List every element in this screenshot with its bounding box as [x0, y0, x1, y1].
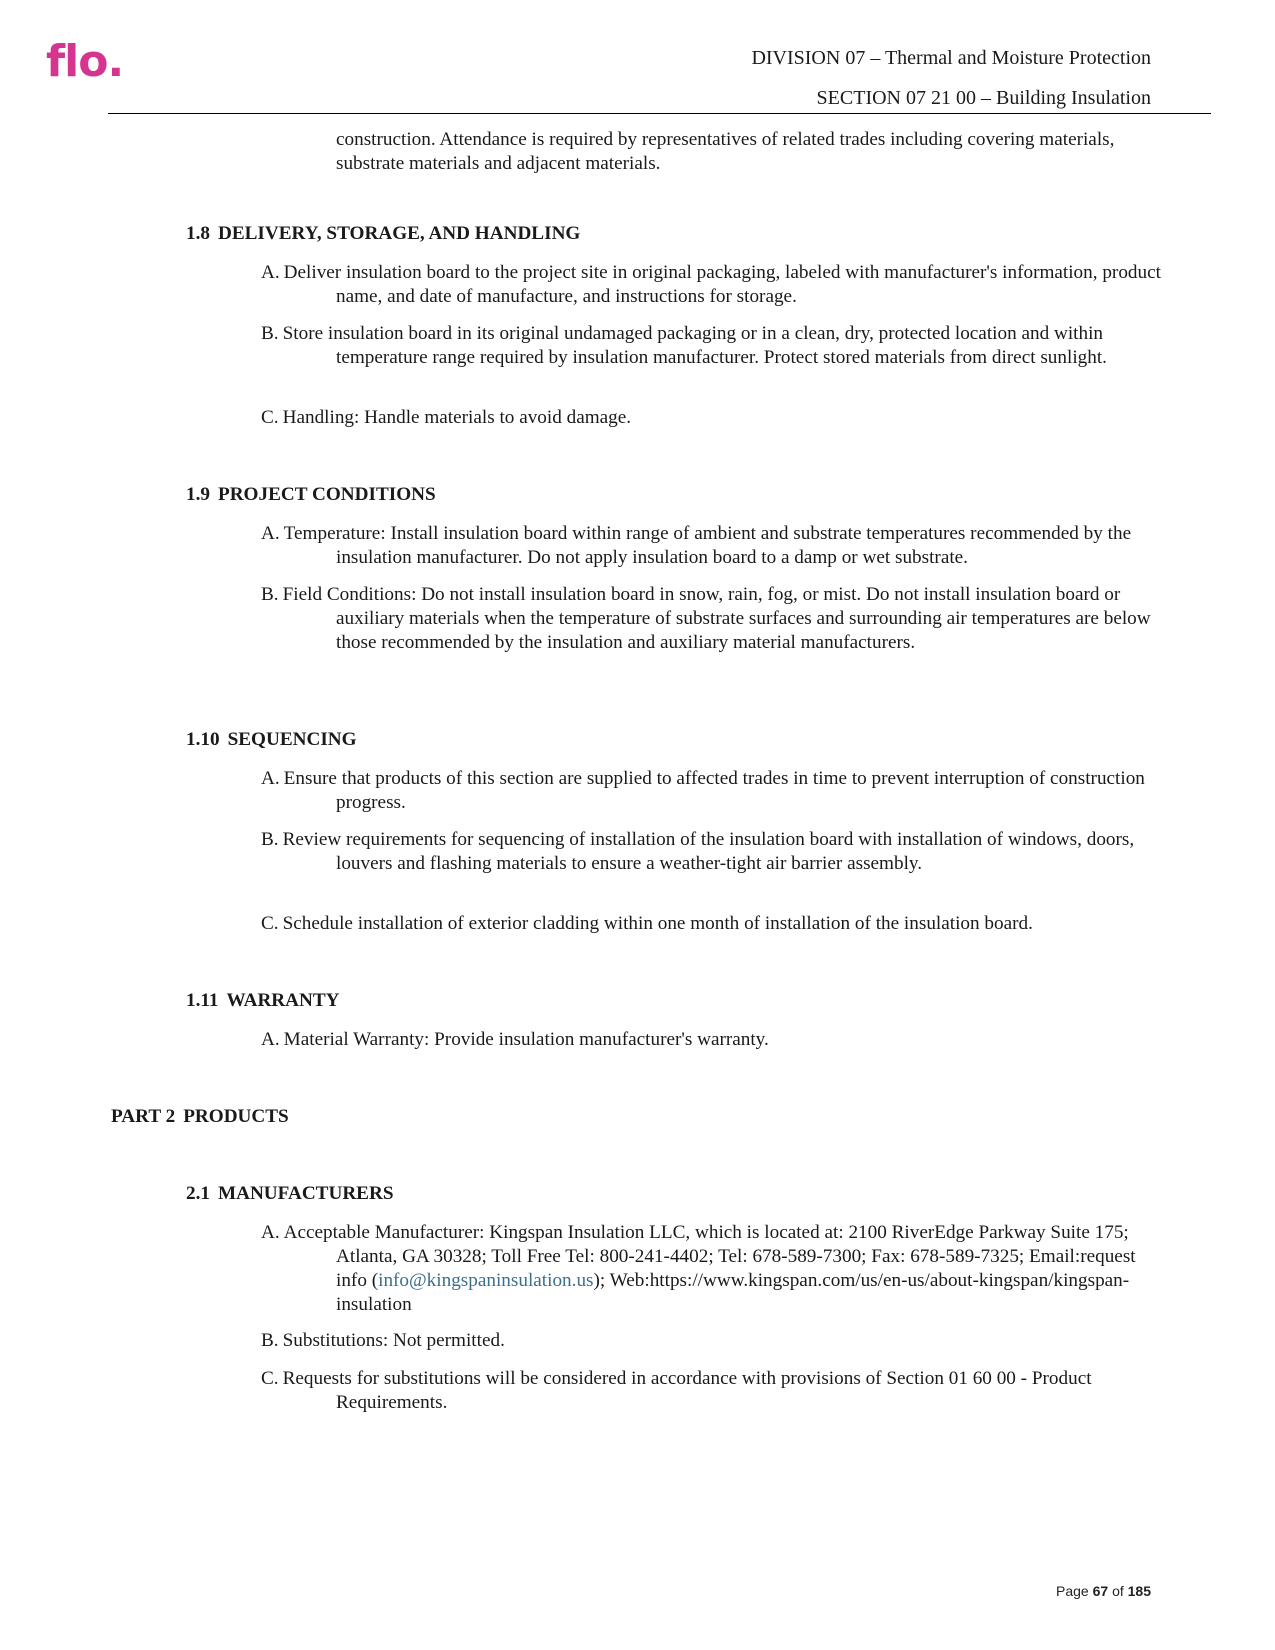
item-text: Review requirements for sequencing of installation of the insulation board with installation of windows, doors, louvers and flashing materials to ensure a weather-tight air barrier assembly.	[282, 829, 1135, 874]
heading-1-10	[186, 728, 357, 752]
list-item	[261, 322, 1166, 370]
heading-number: 1.10	[186, 729, 220, 750]
header-rule	[108, 113, 1211, 114]
heading-title: DELIVERY, STORAGE, AND HANDLING	[217, 223, 581, 244]
item-text: Temperature: Install insulation board within range of ambient and substrate temperatures recommended by the insulation manufacturer. Do not apply insulation board to a damp or wet substrate.	[283, 523, 1132, 568]
item-label: B.	[261, 1330, 279, 1351]
item-label: B.	[261, 584, 279, 605]
item-text: Deliver insulation board to the project site in original packaging, labeled with manufacturer's information, product name, and date of manufacture, and instructions for storage.	[283, 262, 1161, 307]
item-text: Schedule installation of exterior cladding within one month of installation of the insulation board.	[282, 913, 1033, 934]
item-text: Ensure that products of this section are supplied to affected trades in time to prevent interruption of construction progress.	[283, 768, 1145, 813]
list-item	[261, 522, 1166, 570]
division-title: DIVISION 07 – Thermal and Moisture Protection	[751, 47, 1151, 69]
item-label: A.	[261, 262, 280, 283]
heading-1-9	[186, 483, 436, 507]
item-label: A.	[261, 523, 280, 544]
item-label: C.	[261, 1368, 279, 1389]
heading-title: PRODUCTS	[183, 1106, 289, 1127]
section-title: SECTION 07 21 00 – Building Insulation	[816, 87, 1151, 109]
heading-number: PART 2	[111, 1106, 176, 1127]
heading-title: PROJECT CONDITIONS	[217, 484, 436, 505]
heading-number: 1.8	[186, 223, 210, 244]
list-item	[261, 1221, 1166, 1317]
list-item	[261, 1367, 1166, 1415]
total-pages: 185	[1127, 1583, 1151, 1599]
item-text: Requests for substitutions will be considered in accordance with provisions of Section 01 60 00 - Product Requirements.	[282, 1368, 1092, 1413]
item-label: C.	[261, 913, 279, 934]
list-item	[261, 1028, 1166, 1052]
heading-number: 2.1	[186, 1183, 210, 1204]
page-label: Page	[1056, 1583, 1089, 1599]
item-label: A.	[261, 1029, 280, 1050]
heading-number: 1.9	[186, 484, 210, 505]
heading-number: 1.11	[186, 990, 219, 1011]
list-item	[261, 828, 1166, 876]
list-item	[261, 912, 1166, 936]
heading-title: MANUFACTURERS	[217, 1183, 394, 1204]
item-label: B.	[261, 829, 279, 850]
list-item	[261, 1329, 1166, 1353]
item-text: ); Web:https://www.kingspan.com/us/en-us/about-kingspan/kingspan-insulation	[336, 1270, 1130, 1315]
heading-1-11	[186, 989, 340, 1013]
item-label: A.	[261, 1222, 280, 1243]
item-text: Material Warranty: Provide insulation manufacturer's warranty.	[283, 1029, 769, 1050]
item-text: Acceptable Manufacturer: Kingspan Insulation LLC, which is located at: 2100 RiverEdge Parkway Suite 175; Atlanta, GA 30328; Toll Free Tel: 800-241-4402; Tel: 678-589-7300; Fax: 678-589-7325; Email:request info (	[283, 1222, 1136, 1291]
page-footer	[1056, 1583, 1151, 1599]
item-text: Store insulation board in its original undamaged packaging or in a clean, dry, protected location and within temperature range required by insulation manufacturer. Protect stored materials from direct sunlight.	[282, 323, 1107, 368]
page-number: 67	[1092, 1583, 1109, 1599]
list-item	[261, 583, 1166, 655]
item-text: Handling: Handle materials to avoid damage.	[282, 407, 632, 428]
item-label: C.	[261, 407, 279, 428]
list-item	[261, 767, 1166, 815]
list-item	[261, 261, 1166, 309]
item-text: Substitutions: Not permitted.	[282, 1330, 505, 1351]
list-item	[261, 406, 1166, 430]
heading-2-1	[186, 1182, 394, 1206]
item-label: A.	[261, 768, 280, 789]
part-2-heading	[111, 1105, 289, 1129]
of-label: of	[1112, 1583, 1124, 1599]
item-text: Field Conditions: Do not install insulation board in snow, rain, fog, or mist. Do not install insulation board or auxiliary materials when the temperature of substrate surfaces and surrounding air temperatures are below those recommended by the insulation and auxiliary material manufacturers.	[282, 584, 1151, 653]
heading-title: WARRANTY	[226, 990, 340, 1011]
heading-1-8	[186, 222, 580, 246]
email-link[interactable]: info@kingspaninsulation.us	[378, 1270, 594, 1291]
heading-title: SEQUENCING	[227, 729, 357, 750]
item-label: B.	[261, 323, 279, 344]
flo-logo: flo.	[46, 36, 124, 87]
lead-paragraph: construction. Attendance is required by representatives of related trades including covering materials, substrate materials and adjacent materials.	[336, 129, 1115, 174]
